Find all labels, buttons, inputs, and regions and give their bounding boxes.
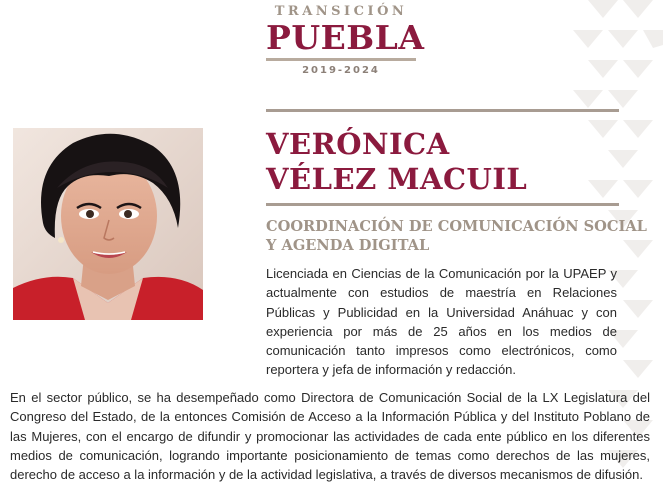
role-line-1: COORDINACIÓN DE COMUNICACIÓN SOCIAL	[266, 218, 647, 235]
portrait-photo	[13, 128, 203, 320]
logo-main-text: PUEBLA	[266, 18, 425, 57]
portrait-illustration	[13, 128, 203, 320]
role-line-2: Y AGENDA DIGITAL	[266, 237, 430, 254]
logo-years: 2019-2024	[302, 65, 380, 76]
person-role	[266, 217, 661, 255]
public-sector-paragraph: En el sector público, se ha desempeñado como Directora de Comunicación Social de la LX Legislatura del Congreso del Estado, de la entonces Comisión de Acceso a la Información Pública y del Instituto Poblano de las Mujeres, con el encargo de difundir y promocionar las actividades de cada ente público en los diferentes medios de comunicación, logrando importante posicionamiento de temas como derechos de las mujeres, derecho de acceso a la información y de la actividad legislativa, a través de diversos mecanismos de difusión.	[10, 390, 650, 483]
transicion-puebla-logo	[266, 4, 425, 77]
logo-top-text: TRANSICIÓN	[274, 4, 408, 19]
name-line-1: VERÓNICA	[266, 127, 450, 161]
person-bio: Licenciada en Ciencias de la Comunicación por la UPAEP y actualmente con estudios de maestría en Relaciones Públicas y Publicidad en la Universidad Anáhuac y con experiencia por más de 25 años en los medios de comunicación tanto impresos como electrónicos, como reportera y jefa de información y redacción.	[266, 266, 617, 378]
name-line-2: VÉLEZ MACUIL	[266, 162, 528, 196]
logo-rule	[266, 58, 416, 61]
name-divider	[266, 203, 619, 206]
top-divider	[266, 109, 619, 112]
person-name	[266, 127, 527, 197]
